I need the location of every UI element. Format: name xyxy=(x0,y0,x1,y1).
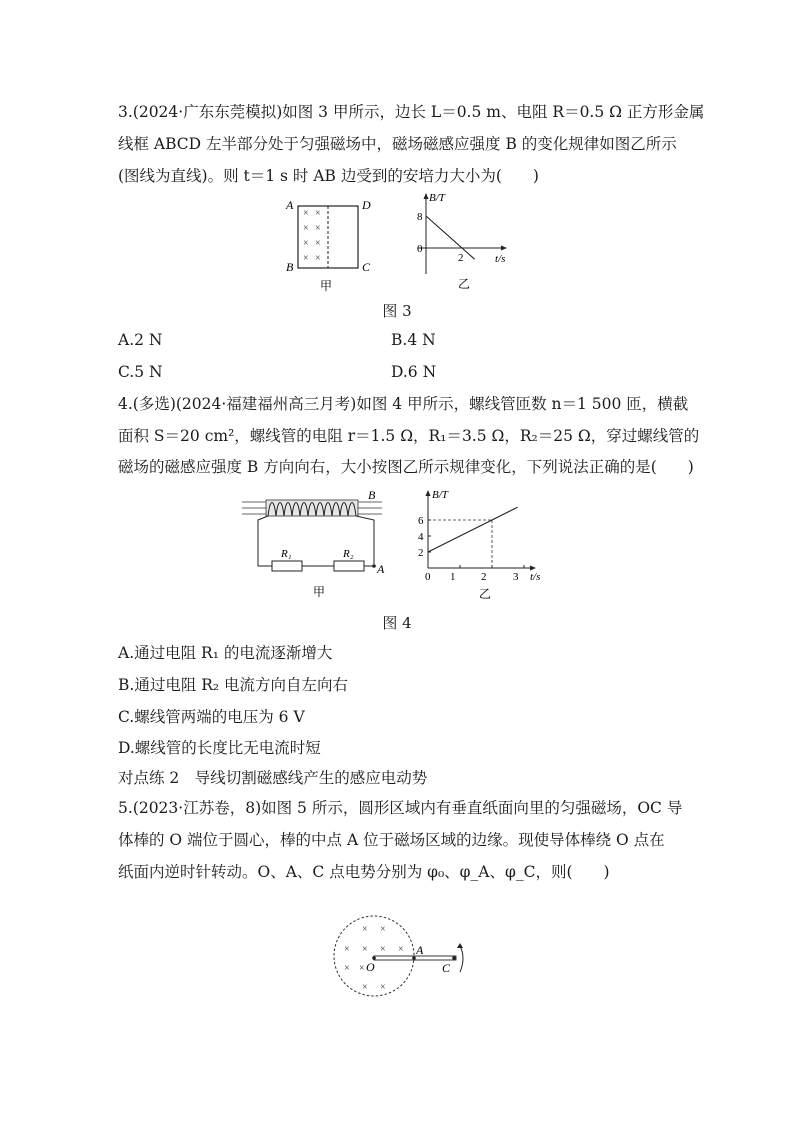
rotation-arrow-icon xyxy=(460,946,463,972)
cross: × xyxy=(315,253,321,264)
x-arrow xyxy=(530,566,536,571)
fig4-jia xyxy=(240,488,390,598)
q5-line-2: 体棒的 O 端位于圆心，棒的中点 A 位于磁场区域的边缘。现使导体棒绕 O 点在 xyxy=(118,831,665,849)
cross: × xyxy=(315,223,321,234)
q3-line-2: 线框 ABCD 左半部分处于匀强磁场中，磁场磁感应强度 B 的变化规律如图乙所示 xyxy=(118,135,677,153)
field-crosses xyxy=(303,208,321,264)
label-O: O xyxy=(366,960,375,974)
x-tick-2: 2 xyxy=(458,252,464,264)
label-R2: R₂ xyxy=(343,548,354,560)
fig-label-jia: 甲 xyxy=(320,279,333,293)
cross: × xyxy=(362,982,368,993)
q4-line-3: 磁场的磁感应强度 B 方向向右，大小按图乙所示规律变化，下列说法正确的是( ) xyxy=(118,458,694,476)
y-tick-2: 2 xyxy=(418,547,424,559)
section-heading: 对点练 2 导线切割磁感线产生的感应电动势 xyxy=(118,769,428,787)
cross: × xyxy=(315,238,321,249)
cross: × xyxy=(315,208,321,219)
cross: × xyxy=(362,944,368,955)
x-tick-1: 1 xyxy=(450,571,456,583)
y-tick-4: 4 xyxy=(418,531,424,543)
q3-option-a: A.2 N xyxy=(118,331,163,349)
q4-option-d: D.螺线管的长度比无电流时短 xyxy=(118,739,321,757)
y-tick-6: 6 xyxy=(418,515,424,527)
x-label: t/s xyxy=(530,571,541,583)
fig3-caption: 图 3 xyxy=(382,302,412,320)
x-tick-3: 3 xyxy=(513,571,519,583)
label-A: A xyxy=(286,198,294,212)
fig5 xyxy=(330,910,470,1002)
label-C: C xyxy=(362,260,371,274)
resistor-r2 xyxy=(334,561,364,571)
x-tick-0: 0 xyxy=(425,571,431,583)
x-arrow xyxy=(501,246,507,251)
point-C xyxy=(452,956,456,960)
q4-line-1: 4.(多选)(2024·福建福州高三月考)如图 4 甲所示，螺线管匝数 n＝1 500 匝，横截 xyxy=(118,395,689,413)
q4-line-2: 面积 S＝20 cm²，螺线管的电阻 r＝1.5 Ω，R₁＝3.5 Ω，R₂＝25 Ω，穿过螺线管的 xyxy=(118,427,700,445)
q3-line-1: 3.(2024·广东东莞模拟)如图 3 甲所示，边长 L＝0.5 m、电阻 R＝0.5 Ω 正方形金属 xyxy=(118,103,705,121)
cross: × xyxy=(380,924,386,935)
q3-option-c: C.5 N xyxy=(118,363,163,381)
field-label-B: B xyxy=(368,488,376,502)
cross: × xyxy=(303,208,309,219)
y-arrow xyxy=(424,193,429,199)
cross: × xyxy=(303,238,309,249)
cross: × xyxy=(344,944,350,955)
fig-label-jia: 甲 xyxy=(313,585,326,598)
q5-line-1: 5.(2023·江苏卷，8)如图 5 所示，圆形区域内有垂直纸面向里的匀强磁场，OC 导 xyxy=(118,799,683,817)
terminal-A xyxy=(372,564,376,568)
cross: × xyxy=(362,924,368,935)
b-line xyxy=(428,507,518,552)
label-D: D xyxy=(362,198,371,212)
fig3-yi xyxy=(408,190,518,294)
cross: × xyxy=(398,944,404,955)
x-label: t/s xyxy=(495,253,506,265)
q3-option-b: B.4 N xyxy=(391,331,436,349)
q4-option-a: A.通过电阻 R₁ 的电流逐渐增大 xyxy=(118,644,333,662)
y-label: B/T xyxy=(432,489,448,501)
q5-line-3: 纸面内逆时针转动。O、A、C 点电势分别为 φ₀、φ_A、φ_C，则( ) xyxy=(118,863,610,881)
fig3-jia xyxy=(282,194,372,294)
label-R1: R₁ xyxy=(281,548,292,560)
cross: × xyxy=(303,223,309,234)
q4-option-b: B.通过电阻 R₂ 电流方向自左向右 xyxy=(118,676,349,694)
q3-option-d: D.6 N xyxy=(391,363,437,381)
q3-line-3: (图线为直线)。则 t＝1 s 时 AB 边受到的安培力大小为( ) xyxy=(118,167,539,185)
cross: × xyxy=(380,982,386,993)
fig4-caption: 图 4 xyxy=(382,614,412,632)
cross: × xyxy=(359,963,365,974)
label-A: A xyxy=(416,943,424,957)
circuit-wires xyxy=(258,516,374,566)
b-line xyxy=(426,216,475,259)
y-tick-8: 8 xyxy=(417,211,423,223)
label-B: B xyxy=(286,260,294,274)
arrow-head xyxy=(457,943,463,948)
x-tick-2: 2 xyxy=(481,571,487,583)
y-label: B/T xyxy=(429,192,445,204)
resistor-r1 xyxy=(272,561,302,571)
fig4-yi xyxy=(408,484,558,602)
cross: × xyxy=(344,963,350,974)
y-tick-marks xyxy=(428,520,524,568)
fig-label-yi: 乙 xyxy=(479,587,492,601)
y-arrow xyxy=(426,490,431,496)
fig-label-yi: 乙 xyxy=(458,277,471,291)
origin-label: 0 xyxy=(417,243,423,255)
cross: × xyxy=(380,944,386,955)
label-A: A xyxy=(377,562,385,576)
q4-option-c: C.螺线管两端的电压为 6 V xyxy=(118,708,305,726)
cross: × xyxy=(303,253,309,264)
label-C: C xyxy=(442,961,451,975)
